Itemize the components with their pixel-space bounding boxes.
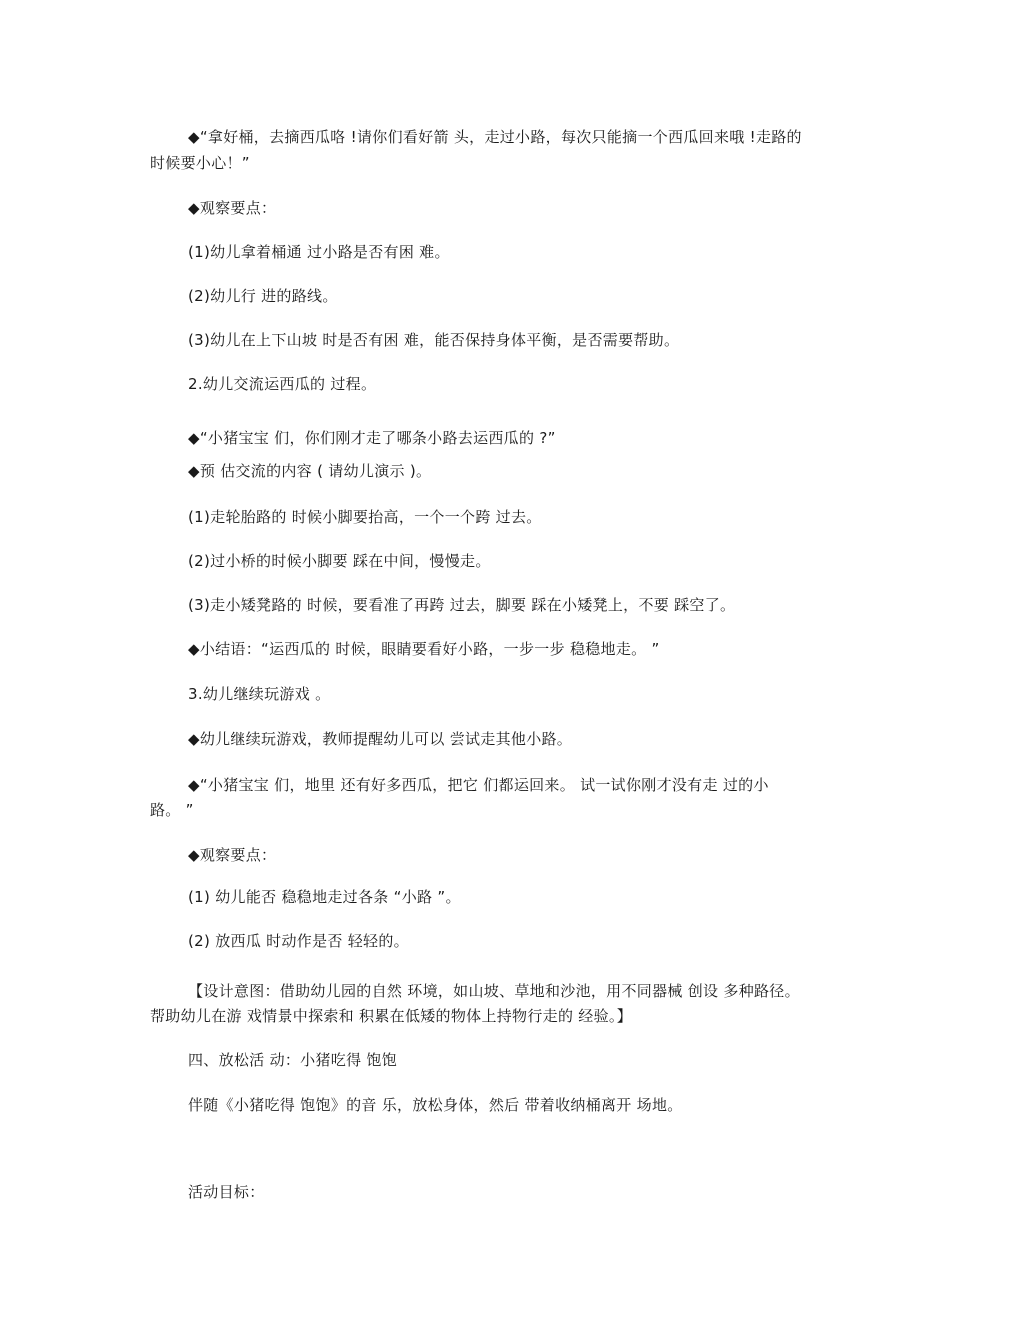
design-intent-line-1: 【设计意图：借助幼儿园的自然 环境，如山坡、草地和沙池，用不同器械 创设 多种路径。 [188,982,800,1000]
observation-item-5: (2) 放西瓜 时动作是否 轻轻的。 [188,932,409,950]
relax-activity-line: 伴随《小猪吃得 饱饱》的音 乐，放松身体，然后 带着收纳桶离开 场地。 [188,1096,683,1114]
paragraph-instruction-line-1: ◆“拿好桶，去摘西瓜咯 !请你们看好箭 头，走过小路，每次只能摘一个西瓜回来哦 !走路的 [188,128,802,146]
observation-heading-2: ◆观察要点： [188,846,277,864]
design-intent-line-2: 帮助幼儿在游 戏情景中探索和 积累在低矮的物体上持物行走的 经验。】 [150,1007,633,1025]
section-heading-4: 四、放松活 动：小猪吃得 饱饱 [188,1051,398,1069]
content-item-1: (1)走轮胎路的 时候小脚要抬高，一个一个跨 过去。 [188,508,542,526]
expected-content-line: ◆预 估交流的内容 ( 请幼儿演示 )。 [188,462,432,480]
question-line: ◆“小猪宝宝 们，你们刚才走了哪条小路去运西瓜的 ?” [188,429,556,447]
encourage-line-2: 路。 ” [150,801,194,819]
observation-item-4: (1) 幼儿能否 稳稳地走过各条 “小路 ”。 [188,888,461,906]
paragraph-instruction-line-2: 时候要小心！” [150,154,250,172]
section-heading-3: 3.幼儿继续玩游戏 。 [188,685,331,703]
content-item-3: (3)走小矮凳路的 时候，要看准了再跨 过去，脚要 踩在小矮凳上，不要 踩空了。 [188,596,736,614]
observation-item-1: (1)幼儿拿着桶通 过小路是否有困 难。 [188,243,450,261]
section-heading-2: 2.幼儿交流运西瓜的 过程。 [188,375,377,393]
observation-heading-1: ◆观察要点： [188,199,277,217]
encourage-line-1: ◆“小猪宝宝 们，地里 还有好多西瓜，把它 们都运回来。 试一试你刚才没有走 过的小 [188,776,769,794]
observation-item-2: (2)幼儿行 进的路线。 [188,287,338,305]
summary-line: ◆小结语：“运西瓜的 时候，眼睛要看好小路，一步一步 稳稳地走。 ” [188,640,660,658]
continue-game-line: ◆幼儿继续玩游戏，教师提醒幼儿可以 尝试走其他小路。 [188,730,573,748]
content-item-2: (2)过小桥的时候小脚要 踩在中间，慢慢走。 [188,552,491,570]
observation-item-3: (3)幼儿在上下山坡 时是否有困 难，能否保持身体平衡，是否需要帮助。 [188,331,680,349]
activity-goals-heading: 活动目标： [188,1183,265,1201]
